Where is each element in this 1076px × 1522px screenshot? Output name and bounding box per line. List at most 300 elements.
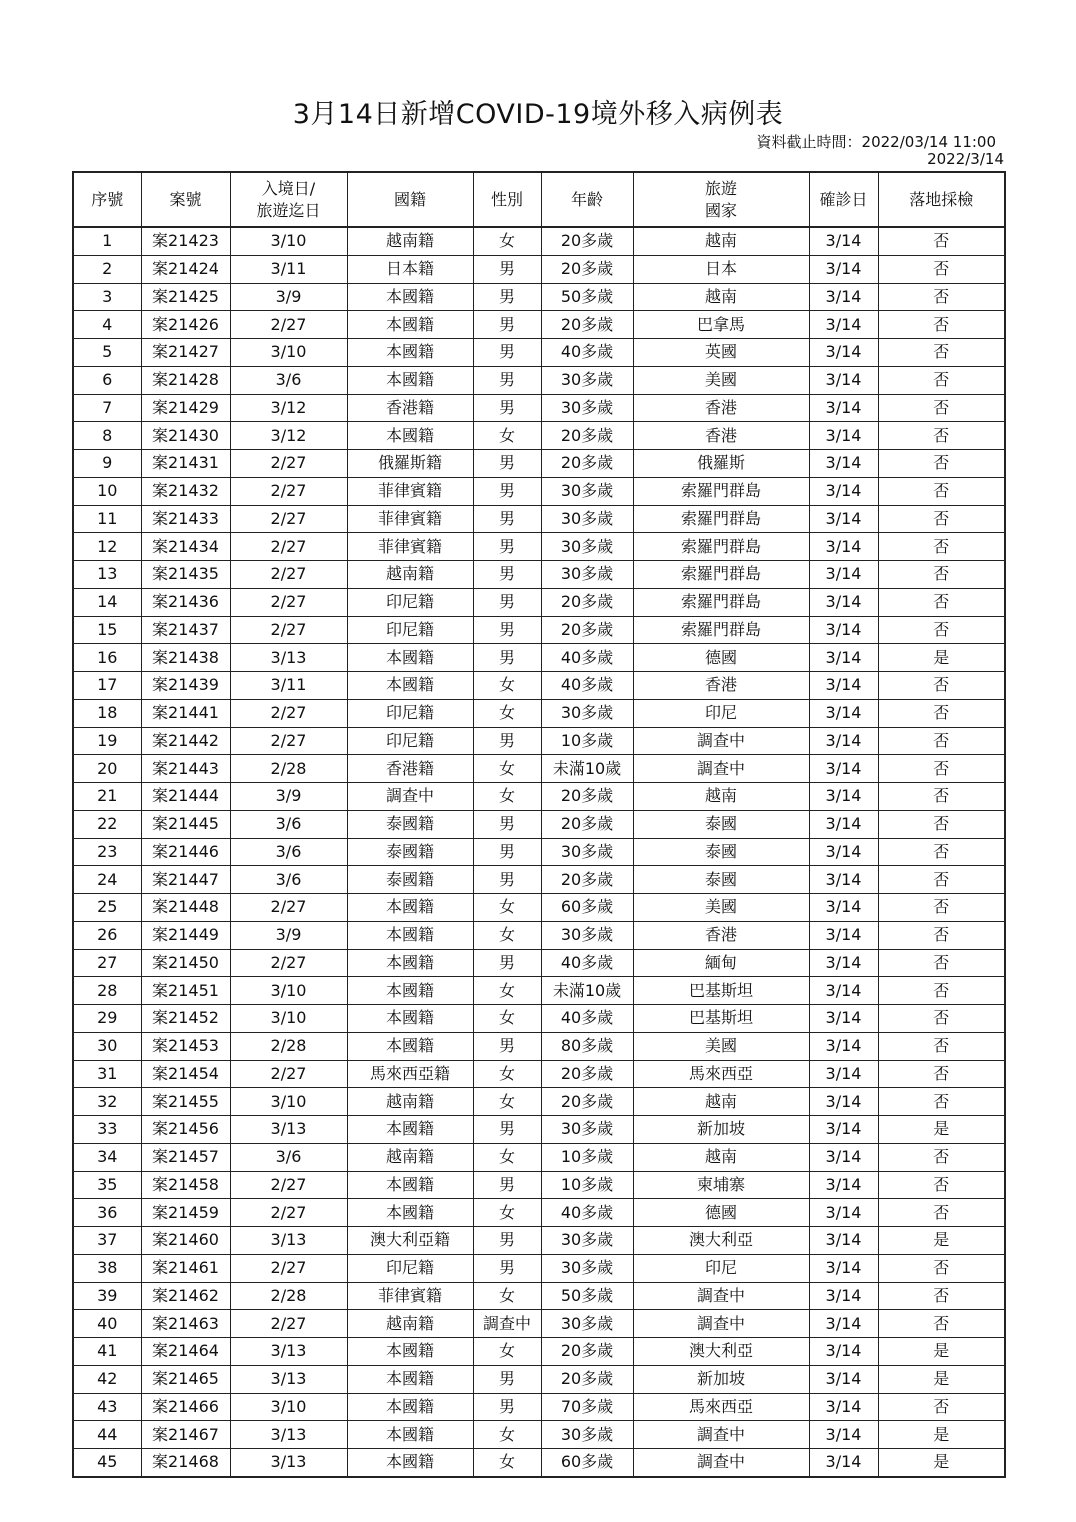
cell-age: 40多歲 xyxy=(541,1005,633,1033)
cell-confirm-date: 3/14 xyxy=(809,1199,878,1227)
cell-confirm-date: 3/14 xyxy=(809,283,878,311)
cell-age: 20多歲 xyxy=(541,1338,633,1366)
cell-confirm-date: 3/14 xyxy=(809,394,878,422)
cell-age: 30多歲 xyxy=(541,1227,633,1255)
cell-nationality: 本國籍 xyxy=(347,1032,473,1060)
column-header-sex: 性別 xyxy=(473,172,541,227)
cell-travel-country: 德國 xyxy=(633,644,809,672)
table-row xyxy=(73,644,1005,672)
cell-travel-country: 泰國 xyxy=(633,838,809,866)
cell-travel-country: 印尼 xyxy=(633,1254,809,1282)
table-row xyxy=(73,450,1005,478)
table-row xyxy=(73,394,1005,422)
cell-travel-country: 索羅門群島 xyxy=(633,616,809,644)
cell-nationality: 本國籍 xyxy=(347,921,473,949)
cell-confirm-date: 3/14 xyxy=(809,949,878,977)
cell-travel-country: 巴基斯坦 xyxy=(633,1005,809,1033)
cell-confirm-date: 3/14 xyxy=(809,838,878,866)
cell-case-no: 案21452 xyxy=(141,1005,230,1033)
cell-case-no: 案21468 xyxy=(141,1449,230,1477)
cell-sex: 調查中 xyxy=(473,1310,541,1338)
cell-case-no: 案21458 xyxy=(141,1171,230,1199)
cell-travel-country: 香港 xyxy=(633,672,809,700)
cell-age: 30多歲 xyxy=(541,505,633,533)
cell-entry-date: 2/28 xyxy=(230,1032,347,1060)
cell-age: 30多歲 xyxy=(541,477,633,505)
cell-arrival-test: 否 xyxy=(878,1310,1005,1338)
cell-travel-country: 香港 xyxy=(633,422,809,450)
cell-seq: 27 xyxy=(73,949,141,977)
cell-travel-country: 香港 xyxy=(633,394,809,422)
cell-arrival-test: 否 xyxy=(878,1088,1005,1116)
cell-entry-date: 2/27 xyxy=(230,561,347,589)
table-row xyxy=(73,1005,1005,1033)
table-row xyxy=(73,1421,1005,1449)
cell-age: 40多歲 xyxy=(541,1199,633,1227)
cell-sex: 男 xyxy=(473,311,541,339)
cell-seq: 40 xyxy=(73,1310,141,1338)
cell-age: 20多歲 xyxy=(541,866,633,894)
cell-confirm-date: 3/14 xyxy=(809,866,878,894)
cell-seq: 7 xyxy=(73,394,141,422)
cell-travel-country: 越南 xyxy=(633,227,809,255)
cell-confirm-date: 3/14 xyxy=(809,561,878,589)
table-row xyxy=(73,311,1005,339)
cell-age: 80多歲 xyxy=(541,1032,633,1060)
table-row xyxy=(73,894,1005,922)
cell-age: 10多歲 xyxy=(541,1171,633,1199)
table-row xyxy=(73,366,1005,394)
cell-confirm-date: 3/14 xyxy=(809,255,878,283)
cell-nationality: 本國籍 xyxy=(347,672,473,700)
cell-age: 70多歲 xyxy=(541,1393,633,1421)
cell-case-no: 案21453 xyxy=(141,1032,230,1060)
cell-arrival-test: 否 xyxy=(878,755,1005,783)
cell-nationality: 菲律賓籍 xyxy=(347,505,473,533)
cell-seq: 20 xyxy=(73,755,141,783)
cell-travel-country: 索羅門群島 xyxy=(633,533,809,561)
cell-age: 20多歲 xyxy=(541,1088,633,1116)
cell-case-no: 案21466 xyxy=(141,1393,230,1421)
cell-seq: 16 xyxy=(73,644,141,672)
table-row xyxy=(73,339,1005,367)
cell-confirm-date: 3/14 xyxy=(809,699,878,727)
cell-nationality: 調查中 xyxy=(347,783,473,811)
cell-arrival-test: 否 xyxy=(878,866,1005,894)
column-header-age: 年齡 xyxy=(541,172,633,227)
cell-case-no: 案21446 xyxy=(141,838,230,866)
cell-entry-date: 3/6 xyxy=(230,366,347,394)
cell-case-no: 案21434 xyxy=(141,533,230,561)
cell-sex: 女 xyxy=(473,699,541,727)
cell-travel-country: 香港 xyxy=(633,921,809,949)
cell-age: 30多歲 xyxy=(541,699,633,727)
cell-entry-date: 2/28 xyxy=(230,755,347,783)
cell-confirm-date: 3/14 xyxy=(809,644,878,672)
cell-confirm-date: 3/14 xyxy=(809,977,878,1005)
cell-seq: 19 xyxy=(73,727,141,755)
cell-sex: 男 xyxy=(473,366,541,394)
cell-age: 未滿10歲 xyxy=(541,755,633,783)
cell-confirm-date: 3/14 xyxy=(809,1032,878,1060)
cell-nationality: 泰國籍 xyxy=(347,838,473,866)
cell-case-no: 案21442 xyxy=(141,727,230,755)
cell-seq: 2 xyxy=(73,255,141,283)
table-row xyxy=(73,672,1005,700)
cell-nationality: 本國籍 xyxy=(347,1005,473,1033)
cell-arrival-test: 否 xyxy=(878,1005,1005,1033)
cell-nationality: 俄羅斯籍 xyxy=(347,450,473,478)
cell-entry-date: 2/27 xyxy=(230,894,347,922)
table-row xyxy=(73,1282,1005,1310)
cell-travel-country: 馬來西亞 xyxy=(633,1060,809,1088)
cell-confirm-date: 3/14 xyxy=(809,1365,878,1393)
cell-sex: 女 xyxy=(473,977,541,1005)
table-row xyxy=(73,1199,1005,1227)
cell-case-no: 案21426 xyxy=(141,311,230,339)
cell-sex: 女 xyxy=(473,1088,541,1116)
cell-travel-country: 美國 xyxy=(633,1032,809,1060)
cell-sex: 女 xyxy=(473,1421,541,1449)
cell-arrival-test: 是 xyxy=(878,1338,1005,1366)
cell-entry-date: 3/6 xyxy=(230,1143,347,1171)
cell-age: 30多歲 xyxy=(541,1310,633,1338)
cell-sex: 男 xyxy=(473,1254,541,1282)
cell-sex: 女 xyxy=(473,894,541,922)
cell-travel-country: 調查中 xyxy=(633,1421,809,1449)
cell-travel-country: 印尼 xyxy=(633,699,809,727)
cell-entry-date: 3/12 xyxy=(230,422,347,450)
cell-travel-country: 新加坡 xyxy=(633,1116,809,1144)
cell-nationality: 本國籍 xyxy=(347,1449,473,1477)
cell-nationality: 本國籍 xyxy=(347,644,473,672)
cell-sex: 男 xyxy=(473,255,541,283)
cell-seq: 45 xyxy=(73,1449,141,1477)
cell-case-no: 案21438 xyxy=(141,644,230,672)
table-row xyxy=(73,1449,1005,1477)
cell-arrival-test: 否 xyxy=(878,561,1005,589)
table-row xyxy=(73,255,1005,283)
cell-sex: 男 xyxy=(473,1365,541,1393)
cell-age: 20多歲 xyxy=(541,311,633,339)
cell-case-no: 案21459 xyxy=(141,1199,230,1227)
cell-entry-date: 2/27 xyxy=(230,1254,347,1282)
cell-arrival-test: 否 xyxy=(878,783,1005,811)
cell-entry-date: 3/9 xyxy=(230,921,347,949)
cell-sex: 男 xyxy=(473,1171,541,1199)
cell-age: 10多歲 xyxy=(541,1143,633,1171)
cell-nationality: 菲律賓籍 xyxy=(347,1282,473,1310)
cell-nationality: 本國籍 xyxy=(347,366,473,394)
cell-case-no: 案21448 xyxy=(141,894,230,922)
cell-arrival-test: 否 xyxy=(878,1254,1005,1282)
cell-sex: 女 xyxy=(473,227,541,255)
cell-sex: 女 xyxy=(473,1005,541,1033)
cell-seq: 24 xyxy=(73,866,141,894)
cell-seq: 14 xyxy=(73,588,141,616)
cell-arrival-test: 是 xyxy=(878,1227,1005,1255)
cell-entry-date: 2/27 xyxy=(230,616,347,644)
cell-seq: 44 xyxy=(73,1421,141,1449)
cell-arrival-test: 否 xyxy=(878,949,1005,977)
table-row xyxy=(73,283,1005,311)
cell-confirm-date: 3/14 xyxy=(809,616,878,644)
cell-case-no: 案21460 xyxy=(141,1227,230,1255)
cell-seq: 25 xyxy=(73,894,141,922)
table-row xyxy=(73,810,1005,838)
cell-nationality: 本國籍 xyxy=(347,1116,473,1144)
cell-confirm-date: 3/14 xyxy=(809,727,878,755)
cell-sex: 男 xyxy=(473,283,541,311)
cell-arrival-test: 否 xyxy=(878,1143,1005,1171)
cell-nationality: 泰國籍 xyxy=(347,810,473,838)
cell-entry-date: 3/11 xyxy=(230,255,347,283)
cell-confirm-date: 3/14 xyxy=(809,533,878,561)
cell-age: 20多歲 xyxy=(541,227,633,255)
table-row xyxy=(73,1143,1005,1171)
cell-confirm-date: 3/14 xyxy=(809,366,878,394)
cell-sex: 女 xyxy=(473,1199,541,1227)
cell-age: 40多歲 xyxy=(541,339,633,367)
cell-sex: 男 xyxy=(473,477,541,505)
cell-age: 20多歲 xyxy=(541,1060,633,1088)
cell-nationality: 香港籍 xyxy=(347,394,473,422)
cell-age: 20多歲 xyxy=(541,588,633,616)
cell-seq: 30 xyxy=(73,1032,141,1060)
cell-confirm-date: 3/14 xyxy=(809,422,878,450)
cell-case-no: 案21427 xyxy=(141,339,230,367)
cell-confirm-date: 3/14 xyxy=(809,921,878,949)
table-row xyxy=(73,588,1005,616)
cell-age: 60多歲 xyxy=(541,894,633,922)
cell-confirm-date: 3/14 xyxy=(809,1421,878,1449)
cell-confirm-date: 3/14 xyxy=(809,755,878,783)
cell-nationality: 本國籍 xyxy=(347,1338,473,1366)
cell-arrival-test: 否 xyxy=(878,1032,1005,1060)
cell-confirm-date: 3/14 xyxy=(809,1338,878,1366)
cell-arrival-test: 是 xyxy=(878,644,1005,672)
page-title: 3月14日新增COVID-19境外移入病例表 xyxy=(292,99,784,130)
cell-case-no: 案21467 xyxy=(141,1421,230,1449)
cell-case-no: 案21432 xyxy=(141,477,230,505)
cell-entry-date: 3/13 xyxy=(230,1365,347,1393)
cell-sex: 女 xyxy=(473,921,541,949)
cell-seq: 34 xyxy=(73,1143,141,1171)
cell-travel-country: 索羅門群島 xyxy=(633,588,809,616)
cell-confirm-date: 3/14 xyxy=(809,505,878,533)
cell-arrival-test: 否 xyxy=(878,533,1005,561)
table-row xyxy=(73,1116,1005,1144)
cell-travel-country: 澳大利亞 xyxy=(633,1227,809,1255)
cell-entry-date: 3/13 xyxy=(230,1227,347,1255)
cell-nationality: 越南籍 xyxy=(347,227,473,255)
cell-age: 30多歲 xyxy=(541,1116,633,1144)
cell-case-no: 案21436 xyxy=(141,588,230,616)
cell-travel-country: 調查中 xyxy=(633,727,809,755)
cell-entry-date: 2/27 xyxy=(230,588,347,616)
cell-age: 30多歲 xyxy=(541,366,633,394)
cell-arrival-test: 是 xyxy=(878,1365,1005,1393)
cell-nationality: 本國籍 xyxy=(347,894,473,922)
cell-entry-date: 3/10 xyxy=(230,1393,347,1421)
cell-age: 10多歲 xyxy=(541,727,633,755)
cell-travel-country: 越南 xyxy=(633,783,809,811)
cell-confirm-date: 3/14 xyxy=(809,1282,878,1310)
cell-entry-date: 3/10 xyxy=(230,1005,347,1033)
cell-arrival-test: 否 xyxy=(878,255,1005,283)
cell-case-no: 案21443 xyxy=(141,755,230,783)
cell-confirm-date: 3/14 xyxy=(809,1227,878,1255)
cell-confirm-date: 3/14 xyxy=(809,1088,878,1116)
cell-arrival-test: 否 xyxy=(878,311,1005,339)
cell-travel-country: 調查中 xyxy=(633,755,809,783)
cell-nationality: 越南籍 xyxy=(347,1310,473,1338)
cell-sex: 男 xyxy=(473,1032,541,1060)
cell-arrival-test: 否 xyxy=(878,810,1005,838)
cell-case-no: 案21454 xyxy=(141,1060,230,1088)
cell-seq: 1 xyxy=(73,227,141,255)
cell-arrival-test: 否 xyxy=(878,339,1005,367)
cell-case-no: 案21441 xyxy=(141,699,230,727)
cell-age: 30多歲 xyxy=(541,533,633,561)
cell-seq: 9 xyxy=(73,450,141,478)
cell-seq: 8 xyxy=(73,422,141,450)
cell-seq: 37 xyxy=(73,1227,141,1255)
cell-age: 未滿10歲 xyxy=(541,977,633,1005)
cell-sex: 女 xyxy=(473,1338,541,1366)
cell-age: 30多歲 xyxy=(541,561,633,589)
table-row xyxy=(73,755,1005,783)
cell-travel-country: 柬埔寨 xyxy=(633,1171,809,1199)
cell-seq: 22 xyxy=(73,810,141,838)
cell-entry-date: 3/13 xyxy=(230,1421,347,1449)
cell-case-no: 案21463 xyxy=(141,1310,230,1338)
column-header-arrival-test: 落地採檢 xyxy=(878,172,1005,227)
cell-entry-date: 3/10 xyxy=(230,1088,347,1116)
cell-confirm-date: 3/14 xyxy=(809,1393,878,1421)
cell-travel-country: 俄羅斯 xyxy=(633,450,809,478)
cell-travel-country: 調查中 xyxy=(633,1449,809,1477)
table-row xyxy=(73,866,1005,894)
cell-confirm-date: 3/14 xyxy=(809,588,878,616)
cell-arrival-test: 是 xyxy=(878,1421,1005,1449)
table-row xyxy=(73,921,1005,949)
table-row xyxy=(73,533,1005,561)
cell-age: 20多歲 xyxy=(541,422,633,450)
cell-entry-date: 3/6 xyxy=(230,866,347,894)
cell-case-no: 案21425 xyxy=(141,283,230,311)
cell-entry-date: 3/10 xyxy=(230,227,347,255)
cell-confirm-date: 3/14 xyxy=(809,810,878,838)
cell-arrival-test: 否 xyxy=(878,588,1005,616)
cell-seq: 5 xyxy=(73,339,141,367)
cell-case-no: 案21423 xyxy=(141,227,230,255)
cell-sex: 男 xyxy=(473,561,541,589)
cell-travel-country: 索羅門群島 xyxy=(633,561,809,589)
cell-entry-date: 3/13 xyxy=(230,1338,347,1366)
cell-nationality: 本國籍 xyxy=(347,949,473,977)
cell-entry-date: 3/13 xyxy=(230,1449,347,1477)
cell-nationality: 本國籍 xyxy=(347,1421,473,1449)
column-header-case-no: 案號 xyxy=(141,172,230,227)
cell-confirm-date: 3/14 xyxy=(809,1143,878,1171)
cell-case-no: 案21433 xyxy=(141,505,230,533)
cell-nationality: 本國籍 xyxy=(347,1171,473,1199)
cell-case-no: 案21456 xyxy=(141,1116,230,1144)
cell-sex: 男 xyxy=(473,949,541,977)
cell-nationality: 本國籍 xyxy=(347,1365,473,1393)
cell-travel-country: 巴拿馬 xyxy=(633,311,809,339)
table-row xyxy=(73,727,1005,755)
cell-case-no: 案21439 xyxy=(141,672,230,700)
cell-case-no: 案21465 xyxy=(141,1365,230,1393)
cell-seq: 39 xyxy=(73,1282,141,1310)
cell-travel-country: 調查中 xyxy=(633,1310,809,1338)
cell-seq: 29 xyxy=(73,1005,141,1033)
cell-entry-date: 2/27 xyxy=(230,505,347,533)
cell-confirm-date: 3/14 xyxy=(809,227,878,255)
cell-nationality: 香港籍 xyxy=(347,755,473,783)
cell-arrival-test: 否 xyxy=(878,450,1005,478)
table-body xyxy=(73,227,1005,1477)
cell-sex: 男 xyxy=(473,533,541,561)
cell-confirm-date: 3/14 xyxy=(809,311,878,339)
table-row xyxy=(73,1227,1005,1255)
cell-entry-date: 2/27 xyxy=(230,477,347,505)
cell-nationality: 本國籍 xyxy=(347,1199,473,1227)
cell-travel-country: 索羅門群島 xyxy=(633,477,809,505)
cutoff-time: 資料截止時間：2022/03/14 11:00 xyxy=(756,133,996,151)
cell-seq: 3 xyxy=(73,283,141,311)
cell-nationality: 本國籍 xyxy=(347,339,473,367)
cell-nationality: 印尼籍 xyxy=(347,1254,473,1282)
cell-travel-country: 越南 xyxy=(633,1088,809,1116)
cell-seq: 28 xyxy=(73,977,141,1005)
cell-age: 20多歲 xyxy=(541,255,633,283)
cell-arrival-test: 否 xyxy=(878,1171,1005,1199)
table-row xyxy=(73,1254,1005,1282)
cell-age: 50多歲 xyxy=(541,1282,633,1310)
cell-age: 20多歲 xyxy=(541,616,633,644)
cell-sex: 男 xyxy=(473,866,541,894)
cell-case-no: 案21428 xyxy=(141,366,230,394)
cell-case-no: 案21445 xyxy=(141,810,230,838)
cell-travel-country: 英國 xyxy=(633,339,809,367)
cell-travel-country: 調查中 xyxy=(633,1282,809,1310)
table-row xyxy=(73,227,1005,255)
cell-seq: 13 xyxy=(73,561,141,589)
cell-seq: 15 xyxy=(73,616,141,644)
cell-confirm-date: 3/14 xyxy=(809,477,878,505)
cell-sex: 女 xyxy=(473,672,541,700)
table-row xyxy=(73,1060,1005,1088)
cell-arrival-test: 否 xyxy=(878,394,1005,422)
table-row xyxy=(73,422,1005,450)
cell-arrival-test: 否 xyxy=(878,977,1005,1005)
cell-arrival-test: 否 xyxy=(878,1199,1005,1227)
cell-entry-date: 2/27 xyxy=(230,1060,347,1088)
cell-confirm-date: 3/14 xyxy=(809,783,878,811)
cell-travel-country: 越南 xyxy=(633,283,809,311)
cell-sex: 男 xyxy=(473,1116,541,1144)
cell-seq: 35 xyxy=(73,1171,141,1199)
cell-nationality: 印尼籍 xyxy=(347,588,473,616)
cell-sex: 男 xyxy=(473,727,541,755)
cell-arrival-test: 否 xyxy=(878,1282,1005,1310)
table-row xyxy=(73,1171,1005,1199)
cell-entry-date: 3/6 xyxy=(230,838,347,866)
table-row xyxy=(73,838,1005,866)
